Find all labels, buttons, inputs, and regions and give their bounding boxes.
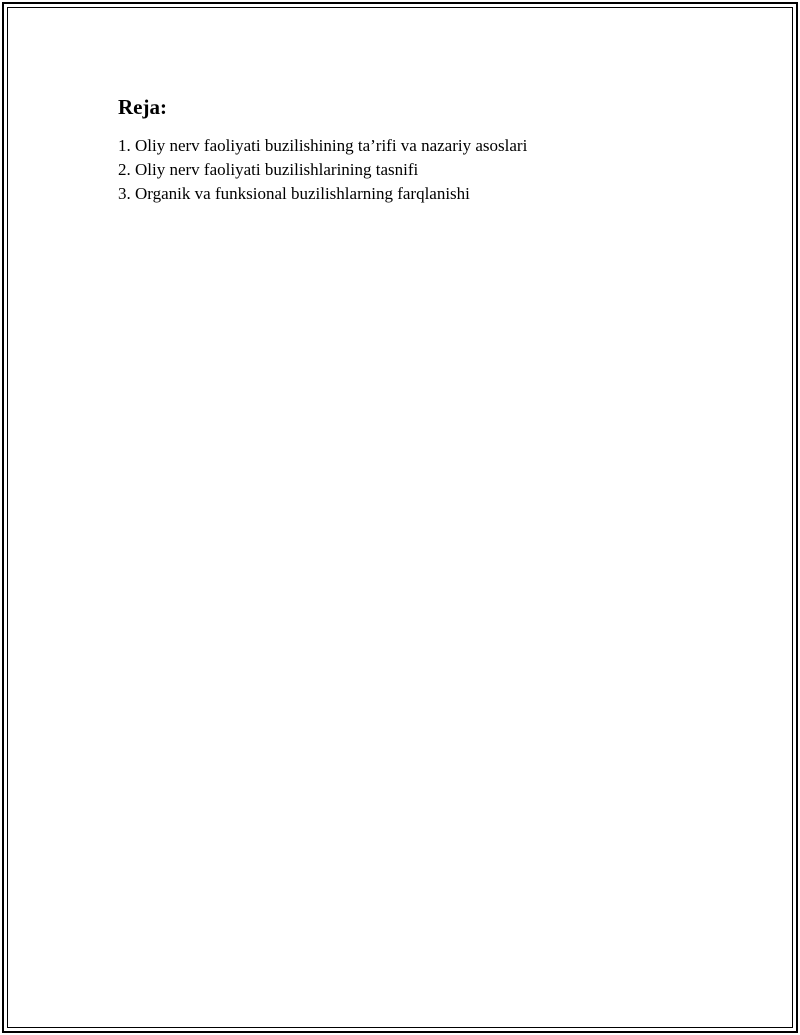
- plan-item-3: 3. Organik va funksional buzilishlarning farqlanishi: [118, 184, 470, 203]
- plan-heading: Reja:: [118, 95, 167, 119]
- plan-item-1: 1. Oliy nerv faoliyati buzilishining ta’rifi va nazariy asoslari: [118, 136, 528, 155]
- plan-list: [118, 134, 718, 206]
- plan-item-2: 2. Oliy nerv faoliyati buzilishlarining tasnifi: [118, 160, 419, 179]
- document-content: [118, 94, 718, 206]
